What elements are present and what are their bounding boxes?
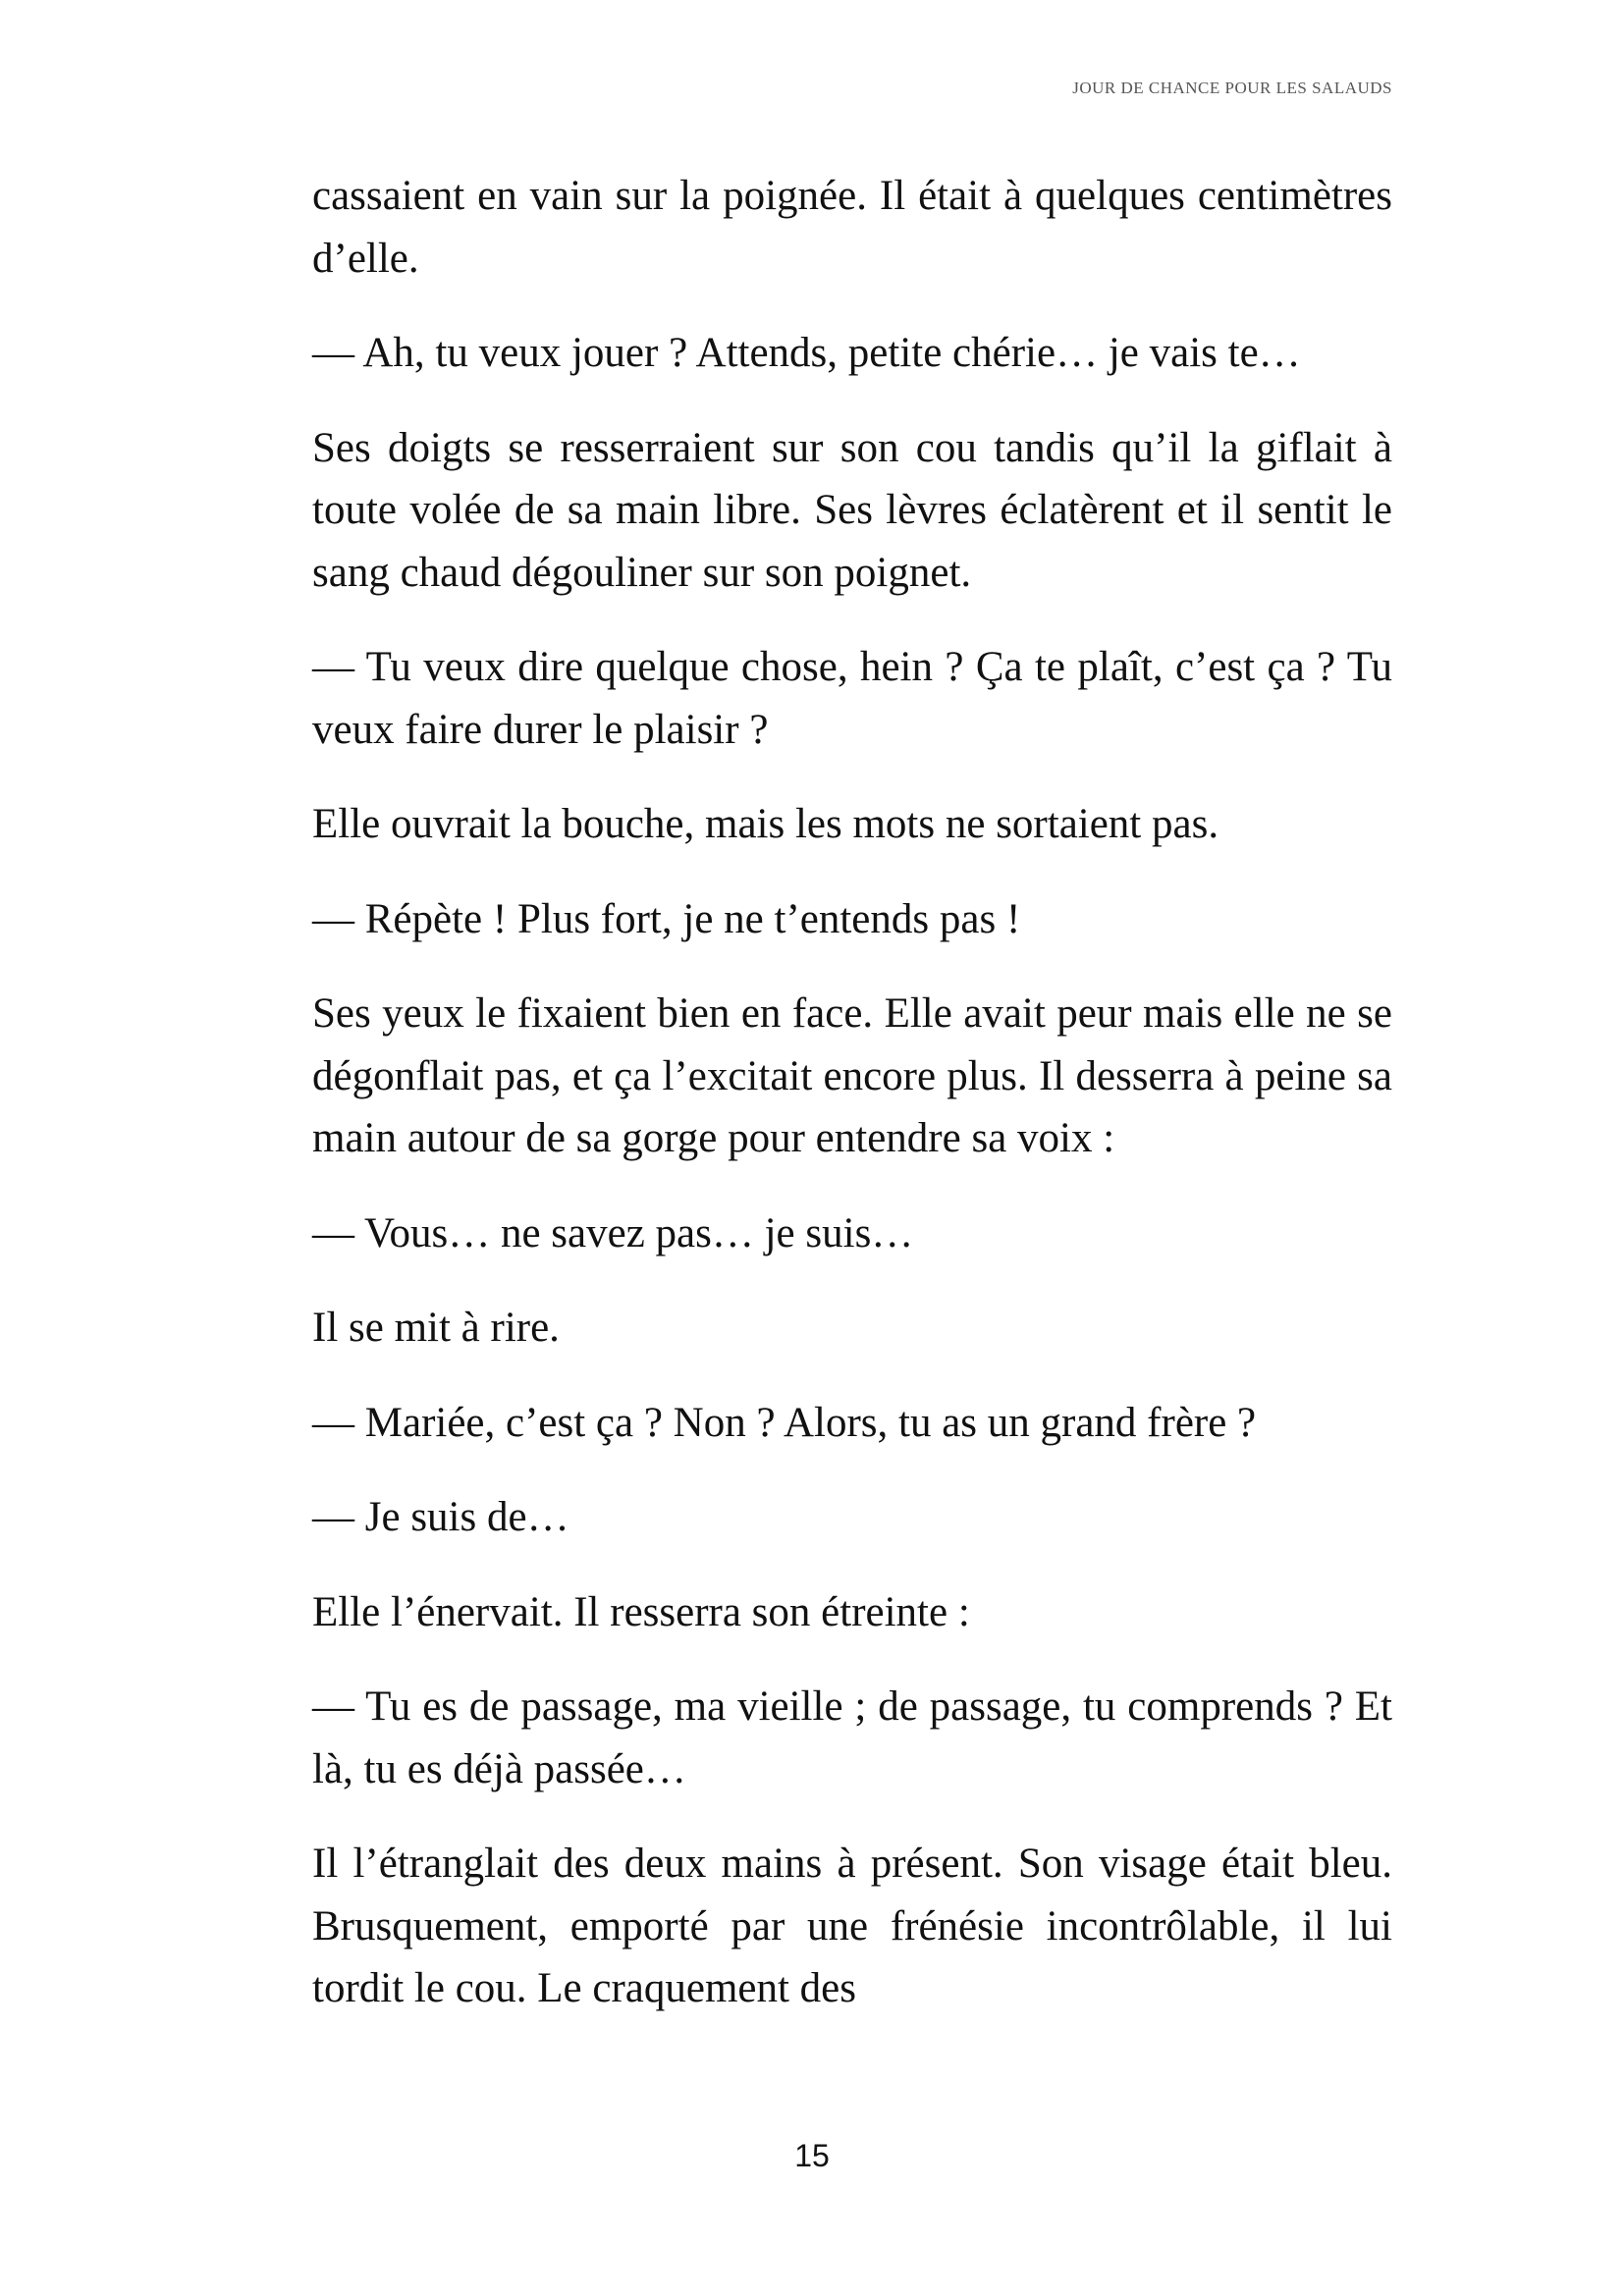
page-number: 15 <box>794 2138 830 2173</box>
dialogue-line: — Je suis de… <box>312 1494 569 1540</box>
body-text <box>312 165 1392 2053</box>
dialogue-line: — Répète ! Plus fort, je ne t’entends pas ! <box>312 895 1021 942</box>
dialogue-line: — Ah, tu veux jouer ? Attends, petite chérie… je vais te… <box>312 330 1301 376</box>
paragraph: Il se mit à rire. <box>312 1305 560 1351</box>
dialogue-line: — Mariée, c’est ça ? Non ? Alors, tu as un grand frère ? <box>312 1399 1257 1446</box>
paragraph: Il l’étranglait des deux mains à présent. Son visage était bleu. Brusquement, emporté par une frénésie incontrôlable, il lui tordit le cou. Le craquement des <box>312 1841 1392 2011</box>
dialogue-line: — Tu es de passage, ma vieille ; de passage, tu comprends ? Et là, tu es déjà passée… <box>312 1683 1392 1792</box>
running-header: JOUR DE CHANCE POUR LES SALAUDS <box>1072 79 1392 97</box>
paragraph: Elle ouvrait la bouche, mais les mots ne sortaient pas. <box>312 801 1219 847</box>
dialogue-line: — Tu veux dire quelque chose, hein ? Ça te plaît, c’est ça ? Tu veux faire durer le plaisir ? <box>312 644 1392 753</box>
paragraph: Elle l’énervait. Il resserra son étreinte : <box>312 1588 970 1635</box>
paragraph: Ses doigts se resserraient sur son cou tandis qu’il la giflait à toute volée de sa main libre. Ses lèvres éclatèrent et il sentit le sang chaud dégouliner sur son poignet. <box>312 424 1392 596</box>
paragraph: cassaient en vain sur la poignée. Il était à quelques centimètres d’elle. <box>312 173 1392 282</box>
paragraph: Ses yeux le fixaient bien en face. Elle avait peur mais elle ne se dégonflait pas, et ça l’excitait encore plus. Il desserra à peine sa main autour de sa gorge pour entendre sa voix : <box>312 990 1392 1161</box>
dialogue-line: — Vous… ne savez pas… je suis… <box>312 1209 914 1256</box>
